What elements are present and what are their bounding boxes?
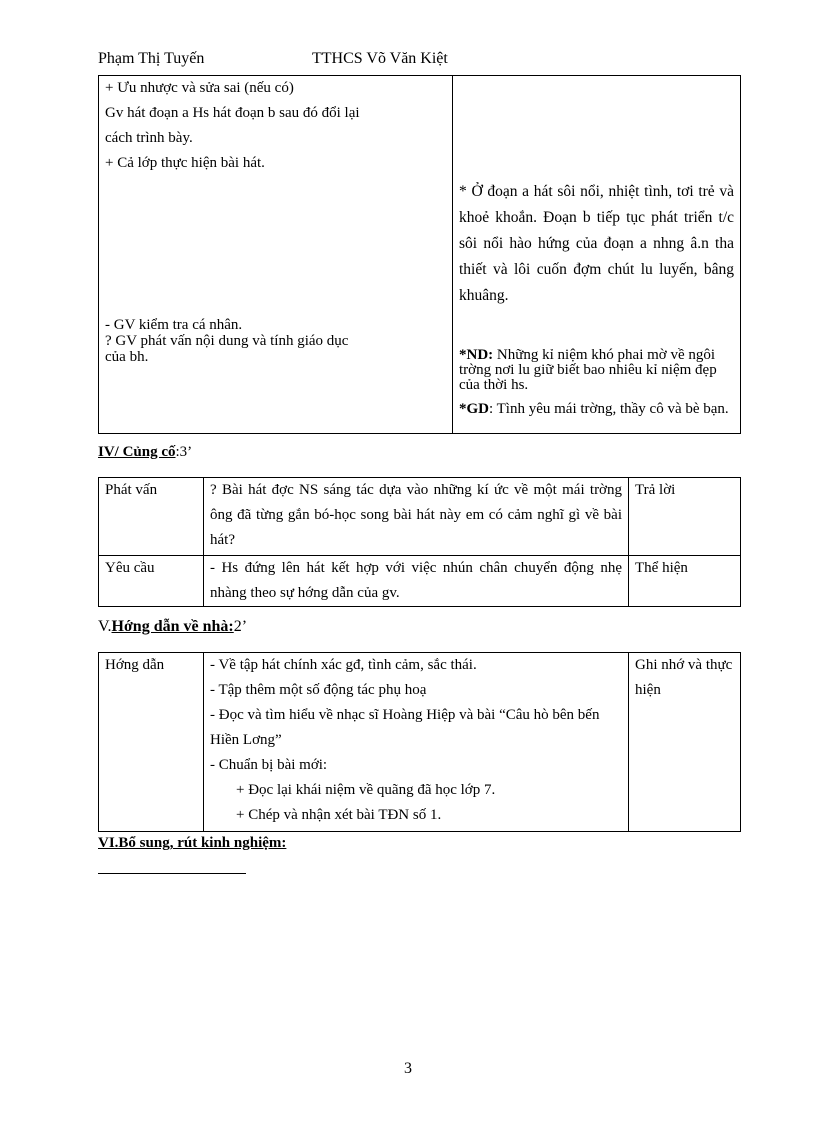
nd-label: *ND:	[459, 347, 494, 363]
header-author: Phạm Thị Tuyến	[98, 50, 205, 67]
left-line: - GV kiểm tra cá nhân.	[105, 317, 243, 333]
gd-text: : Tình yêu mái trờng, thầy cô và bè bạn.	[489, 401, 729, 417]
left-line: ? GV phát vấn nội dung và tính giáo dục	[105, 333, 349, 349]
review-result: Trả lời	[629, 478, 741, 556]
song-analysis: * Ở đoạn a hát sôi nổi, nhiệt tình, tơi trẻ và khoẻ khoắn. Đoạn b tiếp tục phát triển t/c sôi nổi hào hứng của đoạn a nhng â.n tha thiết và lôi cuốn đợm chút lu luyến, bâng khuâng.	[459, 183, 734, 304]
section-4-time: :3’	[175, 444, 193, 460]
review-content: - Hs đứng lên hát kết hợp với việc nhún chân chuyển động nhẹ nhàng theo sự hớng dẫn của gv.	[204, 556, 629, 607]
homework-item: + Chép và nhận xét bài TĐN số 1.	[236, 807, 442, 823]
left-line: cách trình bày.	[105, 130, 193, 146]
section-5-time: 2’	[233, 618, 248, 635]
homework-item: - Tập thêm một số động tác phụ hoạ	[210, 682, 427, 698]
right-cell	[453, 76, 741, 434]
homework-label: Hớng dẫn	[99, 653, 204, 832]
section-4-title: IV/ Củng cố	[98, 444, 176, 460]
section-6-heading	[98, 835, 286, 852]
review-table	[98, 477, 741, 607]
homework-items	[204, 653, 629, 832]
section-6-title: VI.Bổ sung, rút kinh nghiệm:	[98, 835, 287, 851]
education-note	[459, 402, 734, 417]
lesson-table	[98, 75, 741, 434]
page-number: 3	[404, 1060, 412, 1077]
homework-result: Ghi nhớ và thực hiện	[629, 653, 741, 832]
homework-item: - Về tập hát chính xác gđ, tình cảm, sắc thái.	[210, 657, 477, 673]
header-school: TTHCS Võ Văn Kiệt	[312, 50, 448, 67]
nd-text: Những kỉ niệm khó phai mờ về ngôi trờng nơi lu giữ biết bao nhiêu kỉ niệm đẹp của thời hs.	[459, 347, 717, 393]
left-line: + Cả lớp thực hiện bài hát.	[105, 155, 265, 171]
review-label: Yêu cầu	[99, 556, 204, 607]
review-result: Thể hiện	[629, 556, 741, 607]
section-5-heading	[98, 618, 247, 636]
section-4-heading	[98, 444, 192, 461]
left-line: của bh.	[105, 349, 149, 365]
content-note	[459, 348, 734, 393]
review-label: Phát vấn	[99, 478, 204, 556]
section-5-prefix: V.	[98, 618, 112, 635]
homework-item: - Đọc và tìm hiểu về nhạc sĩ Hoàng Hiệp và bài “Câu hò bên bến Hiền Lơng”	[210, 707, 600, 748]
homework-item: - Chuẩn bị bài mới:	[210, 757, 328, 773]
review-content: ? Bài hát đợc NS sáng tác dựa vào những kí ức về một mái trờng ông đã từng gắn bó-học song bài hát này em có cảm nghĩ gì về bài hát?	[204, 478, 629, 556]
left-line: Gv hát đoạn a Hs hát đoạn b sau đó đổi lại	[105, 105, 360, 121]
homework-table	[98, 652, 741, 832]
left-cell	[99, 76, 453, 434]
left-line: + Ưu nhược và sửa sai (nếu có)	[105, 80, 294, 96]
section-5-title: Hớng dẫn về nhà:	[111, 618, 234, 635]
gd-label: *GD	[459, 401, 489, 417]
homework-item: + Đọc lại khái niệm về quãng đã học lớp 7.	[236, 782, 496, 798]
divider-line	[98, 873, 246, 874]
